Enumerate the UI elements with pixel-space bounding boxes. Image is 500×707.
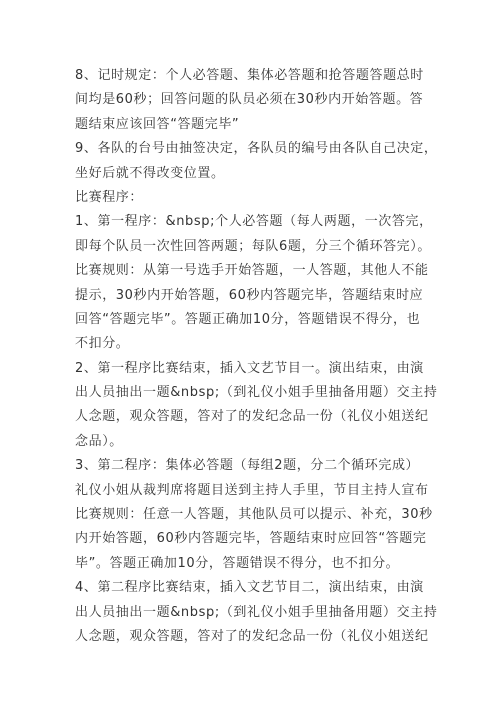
text-line: 礼仪小姐从裁判席将题目送到主持人手里，节目主持人宣布 — [75, 482, 429, 498]
text-line: 比赛规则：任意一人答题，其他队员可以提示、补充，30秒 — [75, 507, 433, 523]
text-line: 内开始答题，60秒内答题完毕，答题结束时应回答“答题完 — [75, 531, 427, 547]
text-line: 不扣分。 — [75, 336, 130, 352]
text-line: 2、第一程序比赛结束，插入文艺节目一。演出结束，由演 — [75, 360, 424, 376]
text-line: 出人员抽出一题&nbsp;（到礼仪小姐手里抽备用题）交主持 — [75, 385, 438, 401]
text-line: 坐好后就不得改变位置。 — [75, 165, 225, 181]
text-line: 3、第二程序：集体必答题（每组2题，分二个循环完成） — [75, 458, 420, 474]
text-line: 8、记时规定：个人必答题、集体必答题和抢答题答题总时 — [75, 68, 424, 83]
text-line: 回答“答题完毕”。答题正确加10分，答题错误不得分，也 — [75, 311, 421, 327]
text-line: 1、第一程序：&nbsp;个人必答题（每人两题，一次答完， — [75, 214, 433, 230]
text-line: 间均是60秒；回答问题的队员必须在30秒内开始答题。答 — [75, 92, 424, 108]
text-line: 提示，30秒内开始答题，60秒内答题完毕，答题结束时应 — [75, 287, 424, 303]
section-heading: 比赛程序： — [75, 189, 144, 205]
text-line: 出人员抽出一题&nbsp;（到礼仪小姐手里抽备用题）交主持 — [75, 604, 438, 620]
document-body — [75, 64, 460, 649]
text-line: 即每个队员一次性回答两题；每队6题，分三个循环答完）。 — [75, 238, 431, 254]
text-line: 4、第二程序比赛结束，插入文艺节目二，演出结束，由演 — [75, 580, 424, 596]
text-line: 人念题，观众答题，答对了的发纪念品一份（礼仪小姐送纪 — [75, 409, 429, 425]
text-line: 念品）。 — [75, 433, 123, 449]
text-line: 9、各队的台号由抽签决定，各队员的编号由各队自己决定， — [75, 141, 438, 157]
text-line: 题结束应该回答“答题完毕” — [75, 116, 240, 132]
text-line: 毕”。答题正确加10分，答题错误不得分，也不扣分。 — [75, 555, 400, 571]
text-line: 人念题，观众答题，答对了的发纪念品一份（礼仪小姐送纪 — [75, 628, 429, 644]
text-line: 比赛规则：从第一号选手开始答题，一人答题，其他人不能 — [75, 263, 429, 279]
